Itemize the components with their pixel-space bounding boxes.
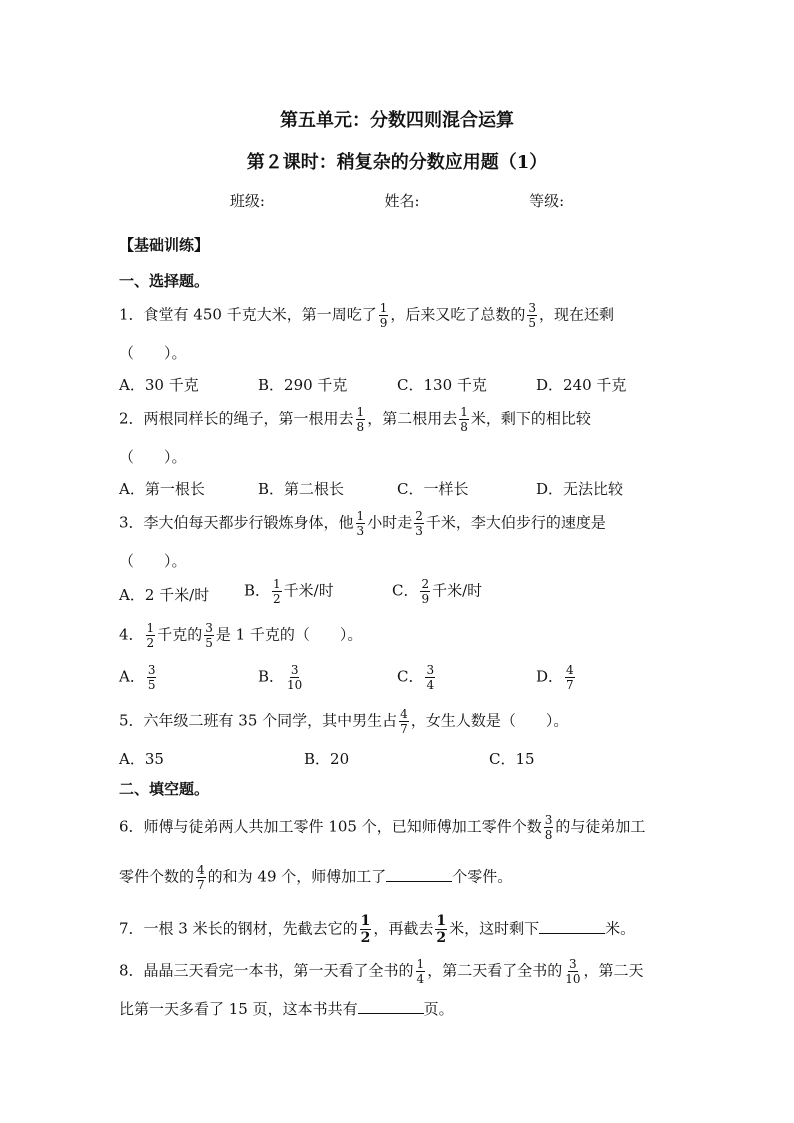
fraction: $\frac{3}{10}$	[287, 663, 303, 692]
question-3: 3．李大伯每天都步行锻炼身体，他 $\frac{1}{3}$ 小时走 $\frac{2}{3}$ 千米，李大伯步行的速度是	[119, 509, 606, 538]
q4-option-d: D． $\frac{4}{7}$	[536, 663, 574, 692]
q3-option-c: C． $\frac{2}{9}$ 千米/时	[392, 577, 483, 606]
answer-blank[interactable]	[386, 867, 452, 882]
fraction: $\frac{3}{8}$	[544, 813, 553, 842]
q4-option-c: C． $\frac{3}{4}$	[397, 663, 435, 692]
question-7: 7．一根 3 米长的钢材，先截去它的 $\frac{1}{2}$ ，再截去 $\frac{1}{2}$ 米，这时剩下 米。	[119, 913, 636, 946]
worksheet-subtitle: 第２课时：稍复杂的分数应用题（1）	[246, 152, 548, 173]
q3-option-b: B． $\frac{1}{2}$ 千米/时	[244, 577, 334, 606]
q1-option-c: C．130 千克	[397, 376, 487, 394]
fraction: $\frac{1}{4}$	[416, 957, 425, 986]
part2-heading: 二、填空题。	[119, 780, 210, 798]
fraction: $\frac{1}{8}$	[460, 405, 468, 434]
fraction: $\frac{4}{7}$	[400, 707, 408, 736]
question-8-line-2: 比第一天多看了 15 页，这本书共有 页。	[119, 1000, 454, 1018]
question-4: 4． $\frac{1}{2}$ 千克的 $\frac{3}{5}$ 是 1 千克的（ ）。	[119, 621, 363, 650]
q2-option-b: B．第二根长	[258, 480, 345, 498]
student-info-row	[0, 190, 794, 211]
worksheet-title: 第五单元：分数四则混合运算	[280, 110, 514, 131]
question-2-answer-paren: （ ）。	[119, 448, 187, 466]
fraction: $\frac{3}{4}$	[426, 663, 435, 692]
q1-option-d: D．240 千克	[536, 376, 627, 394]
fraction: $\frac{1}{2}$	[436, 913, 447, 946]
q1-option-a: A．30 千克	[119, 376, 199, 394]
q3-option-a: A．2 千米/时	[119, 586, 210, 604]
question-3-answer-paren: （ ）。	[119, 552, 187, 570]
question-8: 8．晶晶三天看完一本书，第一天看了全书的 $\frac{1}{4}$ ，第二天看了全书的 $\frac{3}{10}$ ，第二天	[119, 957, 644, 986]
q2-option-c: C．一样长	[397, 480, 469, 498]
fraction: $\frac{1}{2}$	[360, 913, 371, 946]
fraction: $\frac{1}{3}$	[356, 509, 365, 538]
part1-heading: 一、选择题。	[119, 272, 210, 290]
fraction: $\frac{1}{9}$	[379, 301, 388, 330]
fraction: $\frac{2}{3}$	[415, 509, 423, 538]
fraction: $\frac{2}{9}$	[421, 577, 430, 606]
fraction: $\frac{1}{8}$	[356, 405, 365, 434]
class-label: 班级:	[229, 192, 265, 210]
section-basic-heading: 【基础训练】	[119, 236, 210, 254]
question-1-answer-paren: （ ）。	[119, 344, 187, 362]
answer-blank[interactable]	[358, 999, 424, 1014]
fraction: $\frac{4}{7}$	[197, 863, 205, 892]
question-5: 5．六年级二班有 35 个同学，其中男生占 $\frac{4}{7}$ ，女生人数是（ ）。	[119, 707, 569, 736]
fraction: $\frac{3}{5}$	[147, 663, 156, 692]
answer-blank[interactable]	[539, 919, 605, 934]
name-label: 姓名:	[384, 192, 420, 210]
q4-option-b: B． $\frac{3}{10}$	[258, 663, 303, 692]
fraction: $\frac{1}{2}$	[273, 577, 281, 606]
q2-option-a: A．第一根长	[119, 480, 205, 498]
q4-option-a: A． $\frac{3}{5}$	[119, 663, 156, 692]
fraction: $\frac{3}{10}$	[565, 957, 581, 986]
fraction: $\frac{3}{5}$	[528, 301, 537, 330]
grade-label: 等级:	[529, 192, 565, 210]
q2-option-d: D．无法比较	[536, 480, 624, 498]
fraction: $\frac{3}{5}$	[205, 621, 213, 650]
question-2: 2．两根同样长的绳子，第一根用去 $\frac{1}{8}$ ，第二根用去 $\frac{1}{8}$ 米，剩下的相比较	[119, 405, 591, 434]
q5-option-b: B．20	[304, 750, 350, 768]
question-6: 6．师傅与徒弟两人共加工零件 105 个，已知师傅加工零件个数 $\frac{3}{8}$ 的与徒弟加工	[119, 813, 646, 842]
q5-option-a: A．35	[119, 750, 164, 768]
question-1: 1．食堂有 450 千克大米，第一周吃了 $\frac{1}{9}$ ，后来又吃了总数的 $\frac{3}{5}$ ，现在还剩	[119, 301, 615, 330]
q1-option-b: B．290 千克	[258, 376, 348, 394]
q5-option-c: C．15	[489, 750, 535, 768]
fraction: $\frac{1}{2}$	[146, 621, 155, 650]
question-6-line-2: 零件个数的 $\frac{4}{7}$ 的和为 49 个，师傅加工了 个零件。	[119, 863, 513, 892]
fraction: $\frac{4}{7}$	[566, 663, 574, 692]
